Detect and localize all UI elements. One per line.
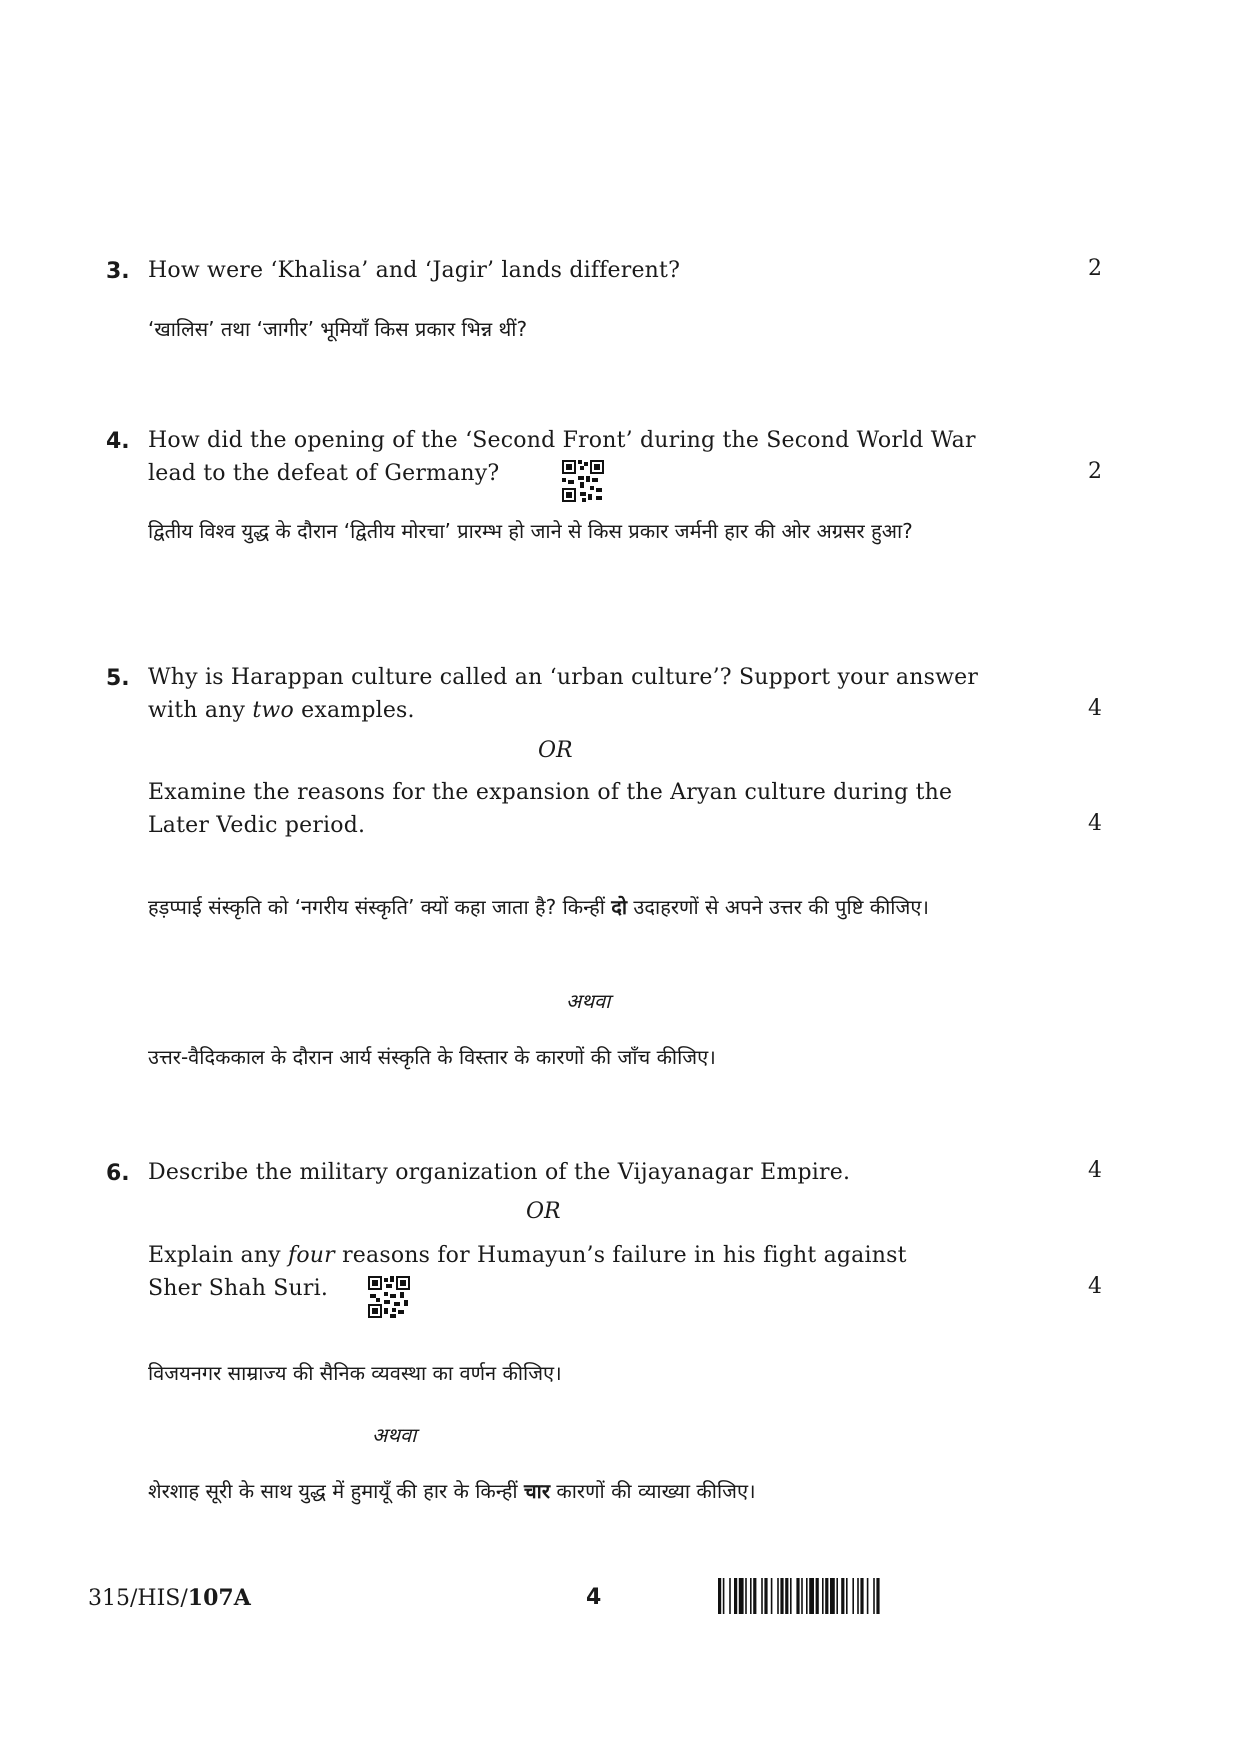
question-4-marks: 2 bbox=[1088, 459, 1102, 484]
qr-code-icon bbox=[368, 1276, 410, 1318]
question-4-english-line1: How did the opening of the ‘Second Front’ during the Second World War bbox=[148, 428, 976, 453]
question-number: 6. bbox=[106, 1161, 130, 1186]
question-6b-english-line1: Explain any four reasons for Humayun’s failure in his fight against bbox=[148, 1243, 907, 1268]
question-5b-english-line1: Examine the reasons for the expansion of the Aryan culture during the bbox=[148, 780, 953, 805]
or-separator-hindi: अथवा bbox=[372, 1423, 417, 1447]
question-6b-marks: 4 bbox=[1088, 1274, 1102, 1299]
or-separator: OR bbox=[538, 738, 573, 763]
question-5a-marks: 4 bbox=[1088, 696, 1102, 721]
question-5b-english-line2: Later Vedic period. bbox=[148, 813, 366, 838]
question-6b-english-line2: Sher Shah Suri. bbox=[148, 1276, 329, 1301]
or-separator: OR bbox=[526, 1199, 561, 1224]
question-5a-english-line1: Why is Harappan culture called an ‘urban culture’? Support your answer bbox=[148, 665, 979, 690]
question-3-english: How were ‘Khalisa’ and ‘Jagir’ lands different? bbox=[148, 258, 681, 283]
qr-code-icon bbox=[562, 460, 604, 502]
barcode-icon bbox=[718, 1578, 998, 1614]
or-separator-hindi: अथवा bbox=[566, 989, 611, 1013]
question-number: 4. bbox=[106, 429, 130, 454]
question-6b-hindi: शेरशाह सूरी के साथ युद्ध में हुमायूँ की हार के किन्हीं चार कारणों की व्याख्या कीजिए। bbox=[148, 1479, 756, 1503]
question-6a-english: Describe the military organization of the Vijayanagar Empire. bbox=[148, 1160, 851, 1185]
page-number: 4 bbox=[586, 1585, 602, 1610]
question-5a-english-line2: with any two examples. bbox=[148, 698, 415, 723]
question-5a-hindi: हड़प्पाई संस्कृति को ‘नगरीय संस्कृति’ क्यों कहा जाता है? किन्हीं दो उदाहरणों से अपने उत्तर की पुष्टि कीजिए। bbox=[148, 895, 929, 919]
question-number: 5. bbox=[106, 666, 130, 691]
question-5b-marks: 4 bbox=[1088, 811, 1102, 836]
paper-code: 315/HIS/107A bbox=[88, 1585, 251, 1611]
question-3-hindi: ‘खालिस’ तथा ‘जागीर’ भूमियाँ किस प्रकार भिन्न थीं? bbox=[148, 317, 528, 341]
question-6a-marks: 4 bbox=[1088, 1158, 1102, 1183]
question-3-marks: 2 bbox=[1088, 256, 1102, 281]
question-4-english-line2: lead to the defeat of Germany? bbox=[148, 461, 500, 486]
question-6a-hindi: विजयनगर साम्राज्य की सैनिक व्यवस्था का वर्णन कीजिए। bbox=[148, 1361, 562, 1385]
question-4-hindi: द्वितीय विश्व युद्ध के दौरान ‘द्वितीय मोरचा’ प्रारम्भ हो जाने से किस प्रकार जर्मनी हार की ओर अग्रसर हुआ? bbox=[148, 519, 913, 543]
question-number: 3. bbox=[106, 259, 130, 284]
question-5b-hindi: उत्तर-वैदिककाल के दौरान आर्य संस्कृति के विस्तार के कारणों की जाँच कीजिए। bbox=[148, 1045, 716, 1069]
